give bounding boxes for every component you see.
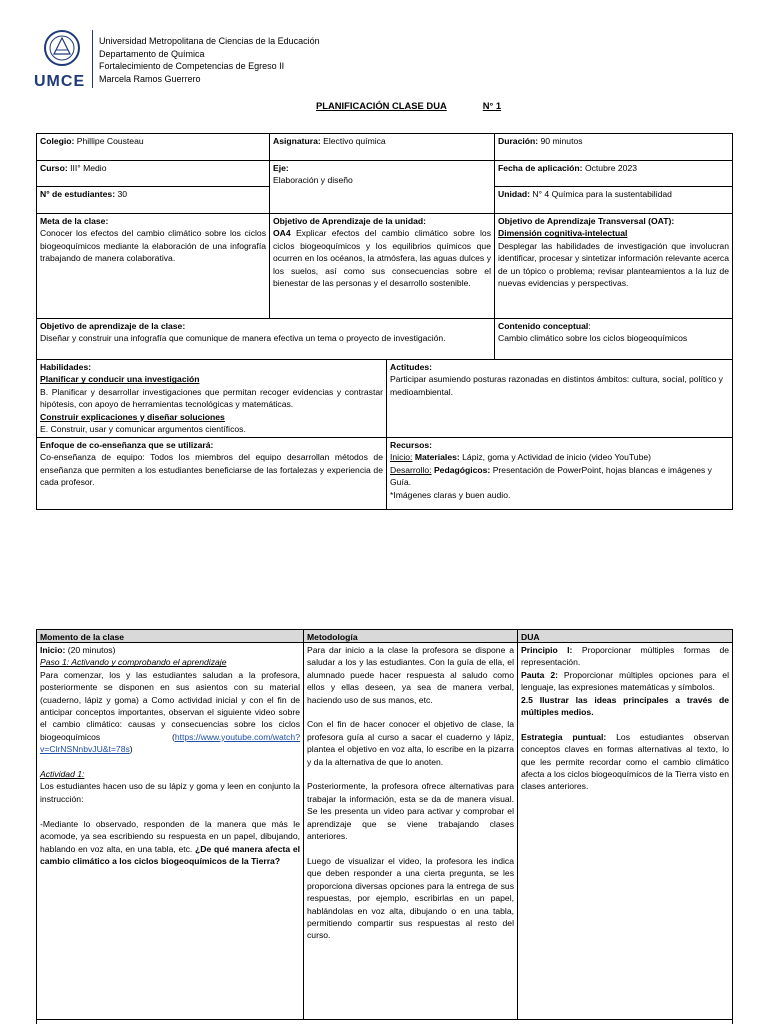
cell-contenido: Contenido conceptual: Cambio climático sobre los ciclos biogeoquímicos [494,318,733,360]
cell-estudiantes: N° de estudiantes: 30 [36,186,270,214]
header-course: Fortalecimiento de Competencias de Egreso II [99,61,285,71]
col-header-momento: Momento de la clase [36,629,304,643]
cell-curso: Curso: III° Medio [36,160,270,187]
umce-logo [34,28,90,88]
header-university: Universidad Metropolitana de Ciencias de la Educación [99,36,320,46]
cell-colegio: Colegio: Phillipe Cousteau [36,133,270,161]
cell-unidad: Unidad: N° 4 Química para la sustentabilidad [494,186,733,214]
cell-habilidades: Habilidades: Planificar y conducir una investigación B. Planificar y desarrollar investigaciones que permitan recoger evidencias y contrastar hipótesis, con apoyo de herramientas tecnológicas y matemáticas. Construir explicaciones y diseñar soluciones E. Construir, usar y comunicar argumentos científicos. [36,359,387,438]
page-title [316,100,501,111]
cell-duracion: Duración: 90 minutos [494,133,733,161]
cell-actitudes: Actitudes: Participar asumiendo posturas razonadas en distintos ámbitos: cultura, social, político y medioambiental. [386,359,733,438]
col-header-dua: DUA [517,629,733,643]
header-lines [99,35,399,85]
cell-meta: Meta de la clase: Conocer los efectos del cambio climático sobre los ciclos biogeoquímicos mediante la elaboración de una infografía trabajando de manera colaborativa. [36,213,270,319]
header-author: Marcela Ramos Guerrero [99,73,201,84]
cell-enfoque: Enfoque de co-enseñanza que se utilizará: Co-enseñanza de equipo: Todos los miembros del equipo desarrollan métodos de enseñanza que permiten a los estudiantes beneficiarse de las fortalezas y experiencia de cada profesor. [36,437,387,510]
logo-text: UMCE [34,73,86,90]
header-divider [92,30,93,88]
cell-oa-clase: Objetivo de aprendizaje de la clase: Diseñar y construir una infografía que comunique de manera efectiva un tema o proyecto de investigación. [36,318,495,360]
cell-asignatura: Asignatura: Electivo química [269,133,495,161]
video-link[interactable]: https://www.youtube.com/watch?v=ClrNSNnbvJU&t=78s [40,731,300,755]
title-number: N° 1 [482,100,502,111]
col-header-metodologia: Metodología [303,629,518,643]
cell-eje: Eje: Elaboración y diseño [269,160,495,214]
cell-metodologia: Para dar inicio a la clase la profesora se dispone a saludar a los y las estudiantes. Con la guía de ella, el alumnado puede hacer respuesta al saludo como ellos y ellas deseen, ya sea de manera verbal, haciendo uso de sus manos, etc. Con el fin de hacer conocer el objetivo de clase, la profesora guía al curso a sacar el cuaderno y lápiz, plantea el objetivo en voz alta, lo escribe en la pizarra y da la alternativa de que lo anoten. Posteriormente, la profesora ofrece alternativas para trabajar la información, esta se da de manera visual. Se les presenta un video para activar y comprobar el aprendizaje que se viene trabajando clases anteriores. Luego de visualizar el video, la profesora les indica que deben responder a una cierta pregunta, se les proporciona diversas opciones para la entrega de sus respuestas, por ejemplo, escribirlas en un papel, hablándolas en voz alta, dibujando o en una tabla, permitiendo compartir sus respuestas al resto del curso. [303,642,518,1020]
title-text: PLANIFICACIÓN CLASE DUA [316,100,447,111]
header-department: Departamento de Química [99,48,205,59]
cell-oa-unidad: Objetivo de Aprendizaje de la unidad: OA4 Explicar efectos del cambio climático sobre los ciclos biogeoquímicos y los equilibrios químicos que ocurren en los océanos, la atmósfera, las aguas dulces y los suelos, así como sus consecuencias sobre el bienestar de las personas y el desarrollo sostenible. [269,213,495,319]
cell-fecha: Fecha de aplicación: Octubre 2023 [494,160,733,187]
actividad-label: Actividad 1: [40,769,85,780]
cell-dua: Principio I: Proporcionar múltiples formas de representación. Pauta 2: Proporcionar múltiples opciones para el lenguaje, las expresiones matemáticas y símbolos. 2.5 Ilustrar las ideas principales a través de múltiples medios. Estrategia puntual: Los estudiantes observan conceptos claves en formas alternativas al texto, lo que les permite recordar como el cambio climático afecta a los ciclos biogeoquímicos de la Tierra visto en clases anteriores. [517,642,733,1020]
next-row-border [36,1019,733,1024]
university-seal-icon [34,28,90,68]
cell-recursos: Recursos: Inicio: Materiales: Lápiz, goma y Actividad de inicio (video YouTube) Desarrollo: Pedagógicos: Presentación de PowerPoint, hojas blancas e imágenes y Guía. *Imágenes claras y buen audio. [386,437,733,510]
cell-oat: Objetivo de Aprendizaje Transversal (OAT): Dimensión cognitiva-intelectual Desplegar las habilidades de investigación que involucran identificar, procesar y sintetizar información relevante acerca de un tópico o problema; revisar planteamientos a la luz de nuevas evidencias y perspectivas. [494,213,733,319]
cell-momento: Inicio: (20 minutos) Paso 1: Activando y comprobando el aprendizaje Para comenzar, los y las estudiantes saludan a la profesora, posteriormente se disponen en sus asientos con su material (cuaderno, lápiz y goma) a Como actividad inicial y con el fin de anticipar conceptos importantes, observan el siguiente video sobre el cambio climático: causas y consecuencias sobre los ciclos biogeoquímicos (https://www.youtube.com/watch?v=ClrNSNnbvJU&t=78s) Actividad 1: Los estudiantes hacen uso de su lápiz y goma y leen en conjunto la instrucción: -Mediante lo observado, responden de la manera que más le acomode, ya sea escribiendo su respuesta en un papel, dibujando, hablando en voz alta, en una tabla, etc. ¿De qué manera afecta el cambio climático a los ciclos biogeoquímicos de la Tierra? [36,642,304,1020]
